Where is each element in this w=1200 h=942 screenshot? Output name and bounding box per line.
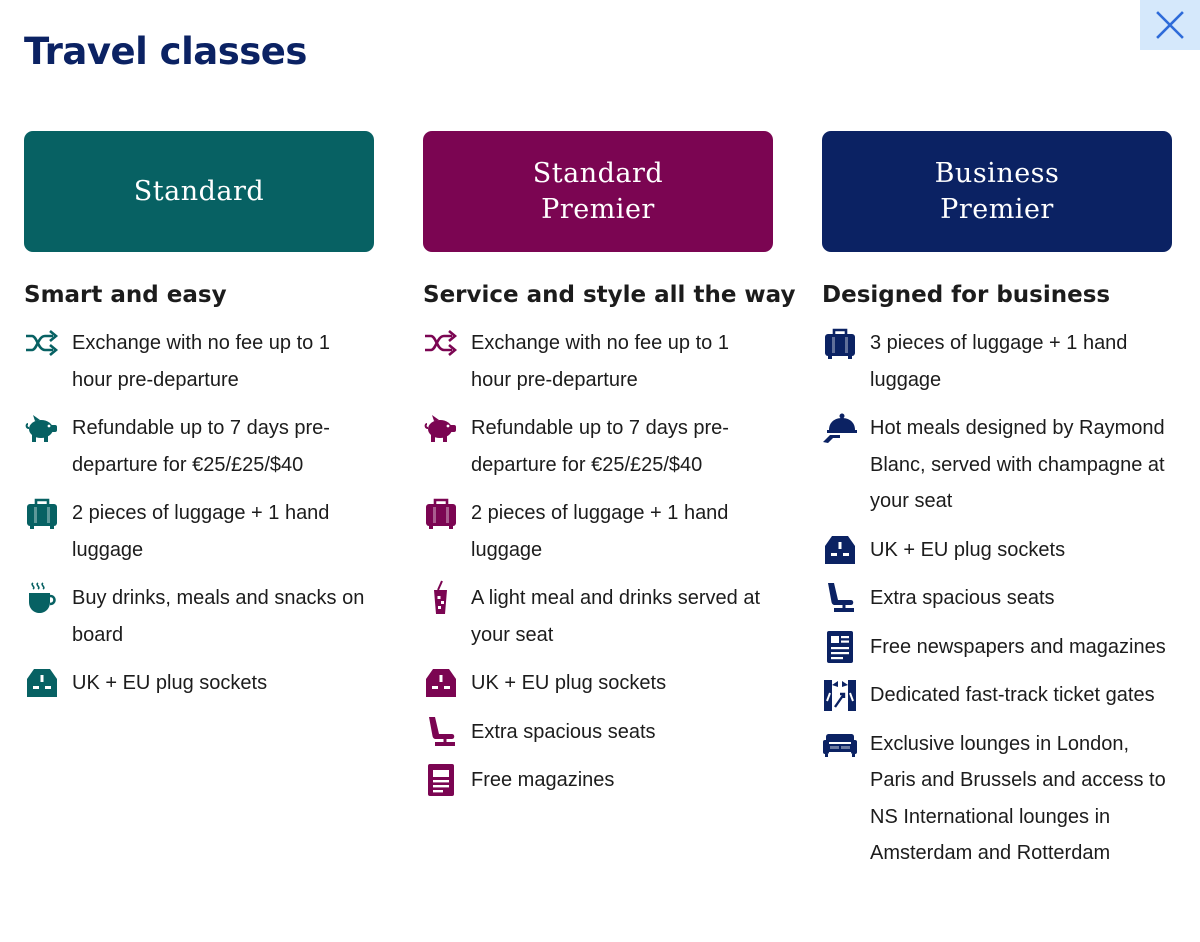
close-icon — [1155, 10, 1185, 40]
feature-text: A light meal and drinks served at your seat — [471, 587, 761, 646]
class-column-standard-premier — [423, 131, 796, 884]
feature-list — [423, 325, 773, 799]
feature-item — [822, 726, 1172, 872]
class-column-standard — [24, 131, 374, 884]
exchange-icon — [423, 325, 459, 361]
feature-item — [822, 410, 1172, 520]
class-name: Standard — [133, 175, 265, 207]
feature-list — [24, 325, 374, 702]
feature-text: Exclusive lounges in London, Paris and Brussels and access to NS International lounges in Amsterdam and Rotterdam — [870, 732, 1166, 864]
drink-glass-icon — [423, 580, 459, 616]
feature-text: Extra spacious seats — [471, 720, 656, 743]
feature-text: Exchange with no fee up to 1 hour pre-departure — [72, 332, 330, 391]
feature-text: Free magazines — [471, 769, 615, 791]
seat-icon — [423, 714, 459, 750]
plug-socket-icon — [423, 665, 459, 701]
feature-item — [423, 495, 773, 568]
feature-text: 2 pieces of luggage + 1 hand luggage — [471, 502, 729, 561]
class-card — [24, 131, 374, 252]
feature-item — [24, 495, 374, 568]
cloche-icon — [822, 410, 858, 446]
plug-socket-icon — [24, 665, 60, 701]
lounge-sofa-icon — [822, 726, 858, 762]
piggy-bank-icon — [24, 410, 60, 446]
ticket-gates-icon — [822, 677, 858, 713]
class-tagline: Service and style all the way — [423, 282, 796, 308]
luggage-icon — [24, 495, 60, 531]
coffee-cup-icon — [24, 580, 60, 616]
feature-list — [822, 325, 1172, 872]
feature-item — [423, 410, 773, 483]
class-column-business-premier — [822, 131, 1172, 884]
feature-item — [822, 325, 1172, 398]
class-card — [822, 131, 1172, 252]
feature-item — [822, 677, 1172, 714]
class-card — [423, 131, 773, 252]
feature-text: Dedicated fast-track ticket gates — [870, 684, 1155, 706]
magazine-icon — [423, 762, 459, 798]
feature-item — [423, 325, 773, 398]
seat-icon — [822, 580, 858, 616]
feature-text: UK + EU plug sockets — [72, 672, 268, 694]
feature-text: 3 pieces of luggage + 1 hand luggage — [870, 332, 1128, 391]
feature-item — [24, 410, 374, 483]
feature-text: Refundable up to 7 days pre-departure for €25/£25/$40 — [72, 417, 330, 476]
feature-text: Hot meals designed by Raymond Blanc, served with champagne at your seat — [870, 417, 1165, 512]
class-name: Business Premier — [934, 157, 1060, 225]
class-tagline: Designed for business — [822, 282, 1111, 308]
feature-text: Extra spacious seats — [870, 587, 1055, 609]
feature-item — [423, 665, 773, 702]
feature-item — [423, 762, 773, 799]
feature-item — [24, 665, 374, 702]
feature-text: Exchange with no fee up to 1 hour pre-departure — [471, 332, 729, 391]
feature-text: UK + EU plug sockets — [870, 538, 1066, 561]
feature-text: Buy drinks, meals and snacks on board — [72, 587, 365, 646]
piggy-bank-icon — [423, 410, 459, 446]
feature-item — [822, 532, 1172, 569]
page-title: Travel classes — [24, 30, 307, 73]
class-tagline: Smart and easy — [24, 282, 227, 308]
feature-text: Free newspapers and magazines — [870, 635, 1166, 658]
luggage-icon — [822, 325, 858, 361]
luggage-icon — [423, 495, 459, 531]
exchange-icon — [24, 325, 60, 361]
feature-item — [24, 580, 374, 653]
feature-text: Refundable up to 7 days pre-departure for €25/£25/$40 — [471, 417, 729, 476]
plug-socket-icon — [822, 532, 858, 568]
travel-class-columns — [24, 131, 1170, 884]
feature-text: UK + EU plug sockets — [471, 672, 667, 694]
feature-item — [423, 714, 773, 751]
feature-item — [822, 629, 1172, 666]
feature-text: 2 pieces of luggage + 1 hand luggage — [72, 502, 330, 561]
feature-item — [24, 325, 374, 398]
class-name: Standard Premier — [532, 157, 664, 225]
feature-item — [423, 580, 773, 653]
newspaper-icon — [822, 629, 858, 665]
feature-item — [822, 580, 1172, 617]
close-button[interactable] — [1140, 0, 1200, 50]
